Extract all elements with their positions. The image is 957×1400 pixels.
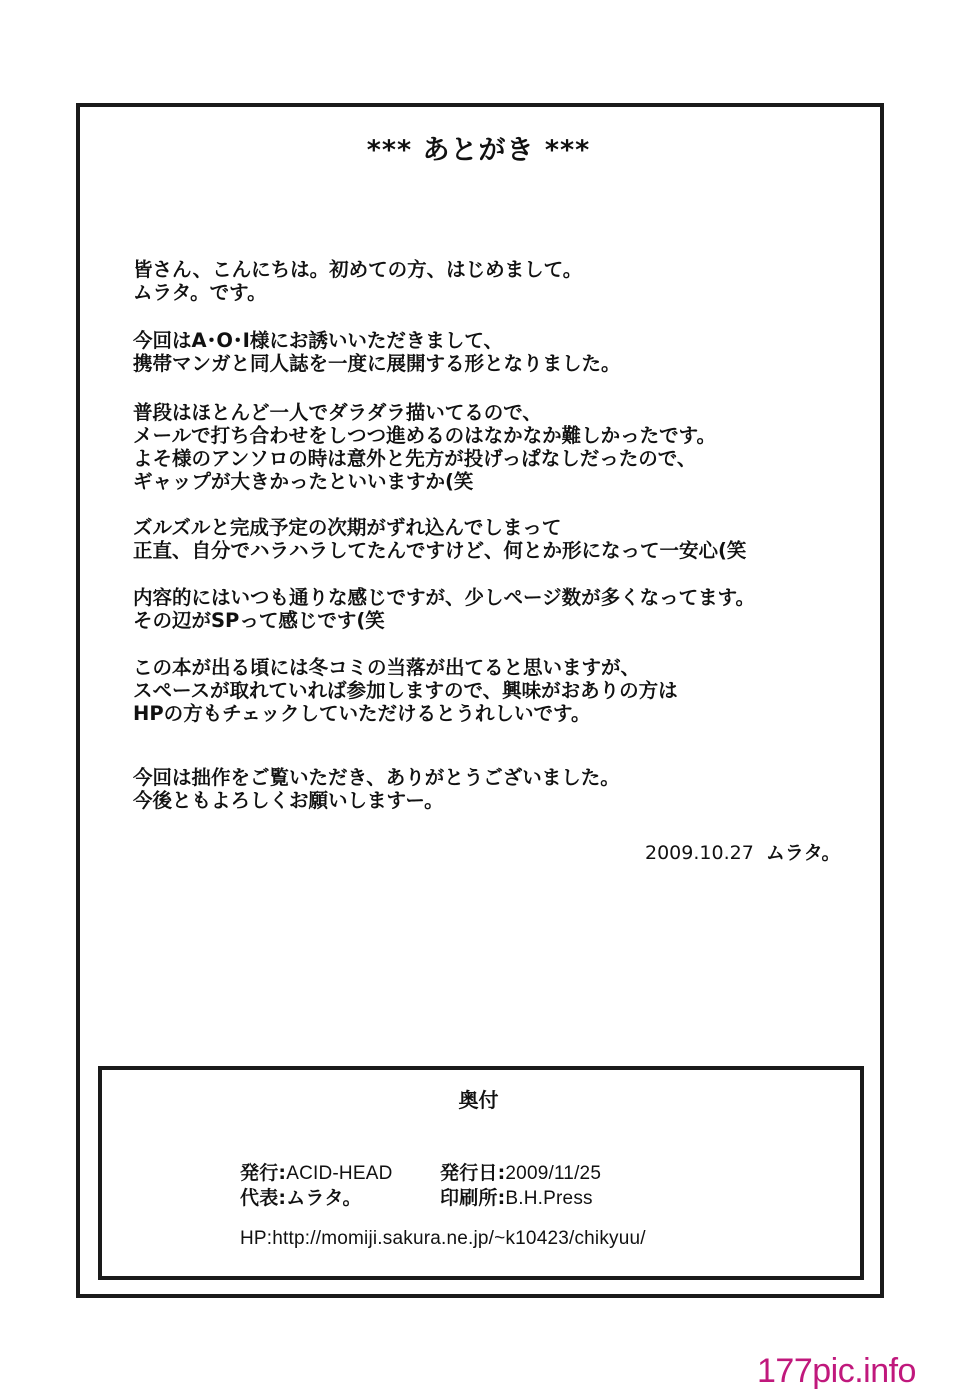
- text-line: 皆さん、こんにちは。初めての方、はじめまして。: [133, 258, 583, 281]
- homepage-label: HP:: [240, 1228, 273, 1249]
- publisher-value: ACID-HEAD: [286, 1163, 393, 1184]
- text-line: HPの方もチェックしていただけるとうれしいです。: [133, 702, 591, 725]
- homepage-line: [240, 1228, 646, 1250]
- text-line: ズルズルと完成予定の次期がずれ込んでしまって: [133, 516, 562, 539]
- text-line: 今回はA･O･I様にお誘いいただきまして、: [133, 329, 504, 352]
- text-line: 普段はほとんど一人でダラダラ描いてるので、: [133, 401, 542, 424]
- paragraph-content: [133, 586, 755, 632]
- text-line: 内容的にはいつも通りな感じですが、少しページ数が多くなってます。: [133, 586, 756, 609]
- representative-label: 代表:: [240, 1187, 287, 1209]
- signature-name: ムラタ。: [765, 842, 841, 864]
- colophon-title: 奥付: [458, 1088, 499, 1112]
- text-line: この本が出る頃には冬コミの当落が出てると思いますが、: [133, 656, 641, 679]
- afterword-heading: *** あとがき ***: [366, 135, 591, 166]
- issue-date-value: 2009/11/25: [505, 1163, 602, 1184]
- text-line: ムラタ。です。: [133, 281, 267, 304]
- publisher-line: [240, 1158, 393, 1185]
- text-line: メールで打ち合わせをしつつ進めるのはなかなか難しかったです。: [133, 424, 717, 447]
- text-line: 携帯マンガと同人誌を一度に展開する形となりました。: [133, 352, 621, 375]
- signature-date: 2009.10.27: [645, 842, 754, 864]
- representative-value: ムラタ。: [286, 1187, 362, 1209]
- paragraph-workflow: [133, 401, 716, 493]
- printer-label: 印刷所:: [440, 1187, 506, 1209]
- text-line: 正直、自分でハラハラしてたんですけど、何とか形になって一安心(笑: [133, 539, 747, 562]
- text-line: 今後ともよろしくお願いしますー。: [133, 789, 444, 812]
- issue-date-label: 発行日:: [440, 1162, 506, 1184]
- printer-line: [440, 1183, 593, 1210]
- printer-value: B.H.Press: [505, 1188, 593, 1209]
- paragraph-comiket: [133, 656, 678, 725]
- signature: [645, 838, 841, 865]
- text-line: スペースが取れていれば参加しますので、興味がおありの方は: [133, 679, 678, 702]
- text-line: 今回は拙作をご覧いただき、ありがとうございました。: [133, 766, 620, 789]
- paragraph-schedule: [133, 516, 746, 562]
- text-line: その辺がSPって感じです(笑: [133, 609, 385, 632]
- paragraph-closing: [133, 766, 620, 812]
- site-watermark: 177pic.info: [757, 1352, 916, 1390]
- text-line: ギャップが大きかったといいますか(笑: [133, 470, 474, 493]
- homepage-url: http://momiji.sakura.ne.jp/~k10423/chikyuu/: [272, 1228, 646, 1249]
- representative-line: [240, 1183, 362, 1210]
- paragraph-greeting: [133, 258, 582, 304]
- paragraph-collaboration: [133, 329, 621, 375]
- text-line: よそ様のアンソロの時は意外と先方が投げっぱなしだったので、: [133, 447, 697, 470]
- issue-date-line: [440, 1158, 601, 1185]
- publisher-label: 発行:: [240, 1162, 287, 1184]
